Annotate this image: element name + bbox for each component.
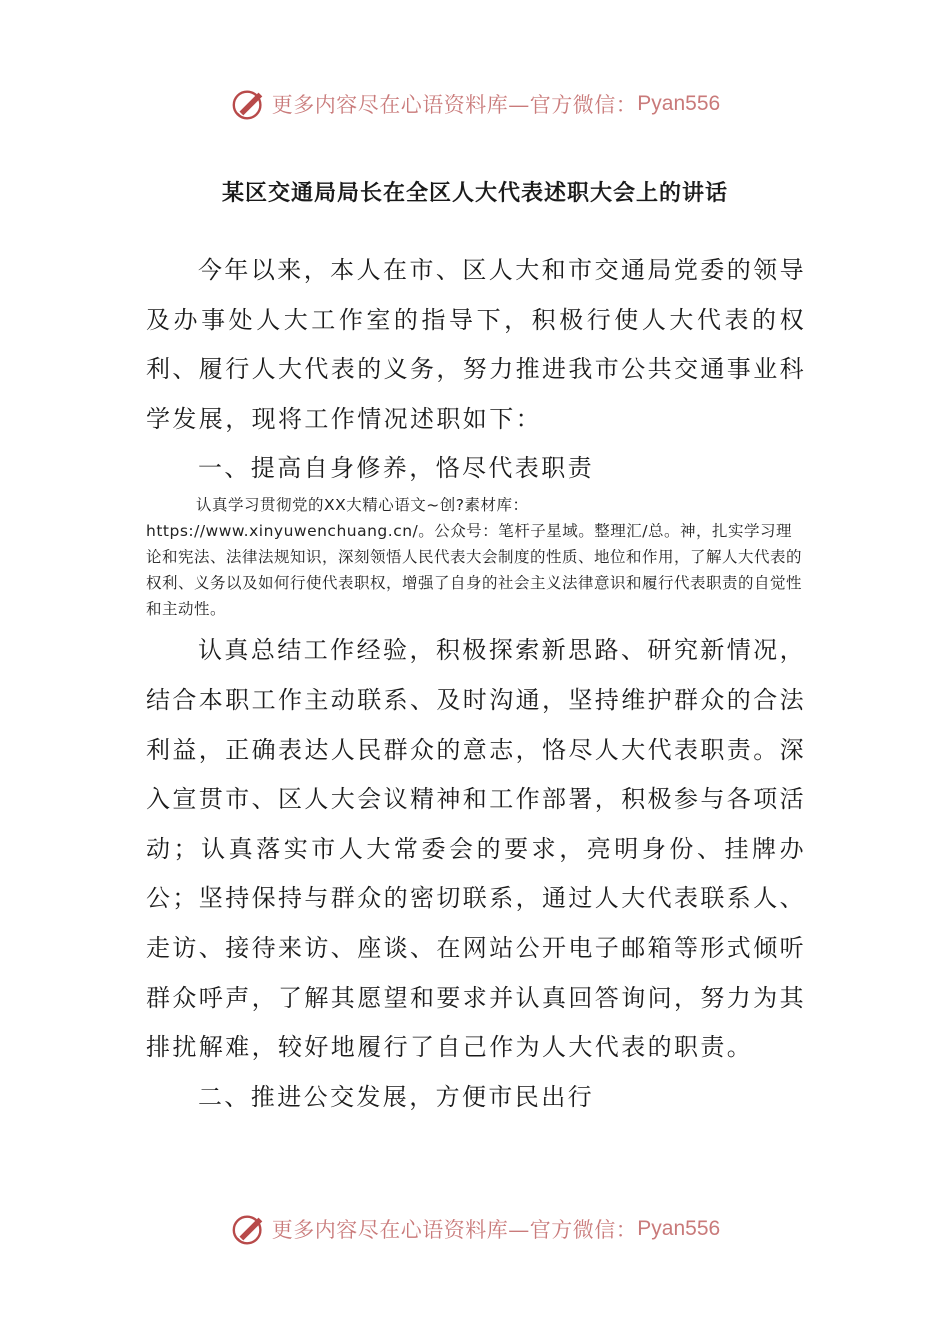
work-paragraph: 认真总结工作经验，积极探索新思路、研究新情况，结合本职工作主动联系、及时沟通，坚持维护群众的合法利益，正确表达人民群众的意志，恪尽人大代表职责。深入宣贯市、区人大会议精神和工作部署，积极参与各项活动；认真落实市人大常委会的要求，亮明身份、挂牌办公；坚持保持与群众的密切联系，通过人大代表联系人、走访、接待来访、座谈、在网站公开电子邮箱等形式倾听群众呼声，了解其愿望和要求并认真回答询问，努力为其排扰解难，较好地履行了自己作为人大代表的职责。 [146, 636, 806, 1062]
section-heading-1: 一、提高自身修养，恪尽代表职责 [198, 454, 594, 483]
section-heading-2: 二、推进公交发展，方便市民出行 [198, 1082, 594, 1111]
pen-seal-logo-icon [230, 1210, 268, 1248]
pen-seal-logo-icon [230, 85, 268, 123]
banner-text: 更多内容尽在心语资料库—官方微信： [271, 1218, 638, 1242]
document-body [146, 246, 806, 1121]
study-paragraph: 认真学习贯彻党的XX大精心语文~创?素材库：https://www.xinyuwenchuang.cn/。公众号：笔杆子星域。整理汇/总。神，扎实学习理论和宪法、法律法规知识，深刻领悟人民代表大会制度的性质、地位和作用，了解人大代表的权利、义务以及如何行使代表职权，增强了自身的社会主义法律意识和履行代表职责的自觉性和主动性。 [146, 496, 803, 619]
header-watermark-banner [0, 82, 950, 126]
banner-wechat-id: Pyan556 [637, 92, 721, 115]
banner-text: 更多内容尽在心语资料库—官方微信： [271, 93, 638, 117]
footer-watermark-banner [0, 1207, 950, 1251]
intro-paragraph: 今年以来，本人在市、区人大和市交通局党委的领导及办事处人大工作室的指导下，积极行使人大代表的权利、履行人大代表的义务，努力推进我市公共交通事业科学发展，现将工作情况述职如下： [146, 256, 806, 433]
document-title: 某区交通局局长在全区人大代表述职大会上的讲话 [221, 181, 728, 206]
banner-wechat-id: Pyan556 [637, 1217, 721, 1240]
